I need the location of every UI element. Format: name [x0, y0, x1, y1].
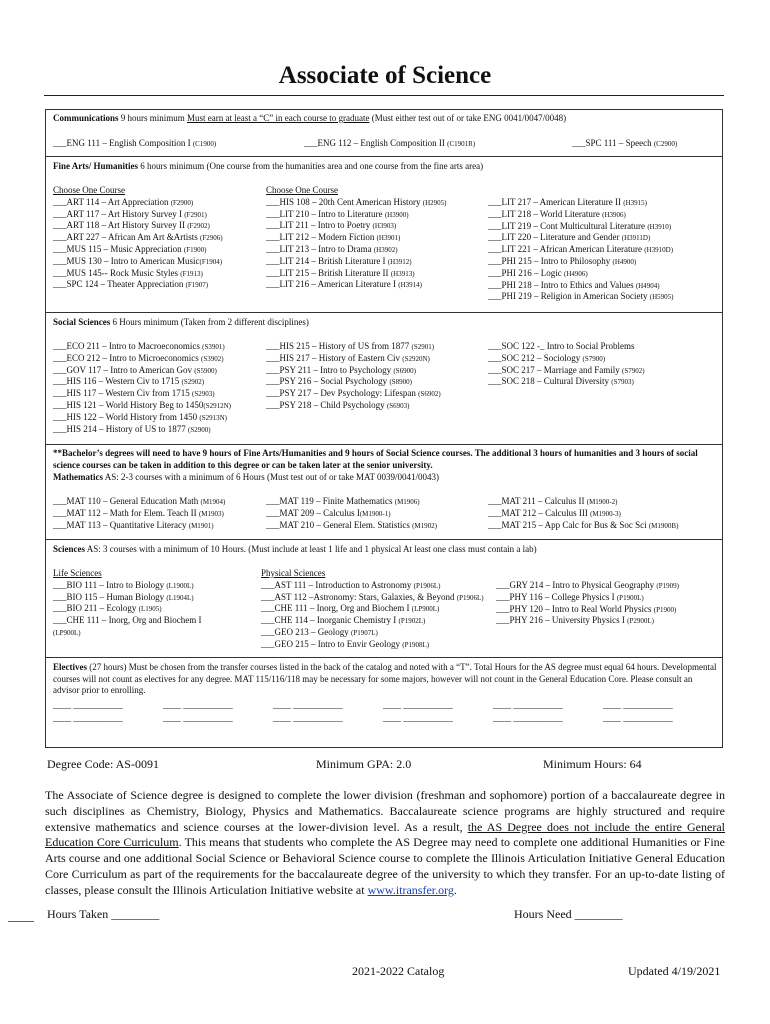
course-geo215[interactable]: ___GEO 215 – Intro to Envir Geology (P1908L): [261, 638, 430, 649]
course-his217[interactable]: ___HIS 217 – History of Eastern Civ (S2920N): [266, 352, 430, 363]
social-col2: [266, 341, 441, 412]
course-his122[interactable]: ___HIS 122 – World History from 1450 (S2913N): [53, 411, 227, 422]
course-soc217[interactable]: ___SOC 217 – Marriage and Family (S7902): [488, 364, 645, 375]
course-lit213[interactable]: ___LIT 213 – Intro to Drama (H3902): [266, 243, 398, 254]
course-mat112[interactable]: ___MAT 112 – Math for Elem. Teach II (M1903): [53, 507, 224, 518]
course-art114[interactable]: ___ART 114 – Art Appreciation (F2900): [53, 196, 194, 207]
life-sciences-col: [53, 568, 201, 639]
section-divider: [46, 312, 722, 313]
course-che111-phys[interactable]: ___CHE 111 – Inorg, Org and Biochem I (LP900L): [261, 603, 440, 614]
section-divider: [46, 444, 722, 445]
course-psy218[interactable]: ___PSY 218 – Child Psychology (S6903): [266, 399, 410, 410]
course-phy120[interactable]: ___PHY 120 – Intro to Real World Physics (P1900): [496, 603, 677, 614]
course-mat211[interactable]: ___MAT 211 – Calculus II (M1900-2): [488, 496, 618, 506]
course-his215[interactable]: ___HIS 215 – History of US from 1877 (S2901): [266, 341, 435, 351]
course-gry214[interactable]: ___GRY 214 – Intro to Physical Geography (P1909): [496, 580, 679, 590]
course-lit221[interactable]: ___LIT 221 – African American Literature (H3910D): [488, 244, 674, 255]
course-phi215[interactable]: ___PHI 215 – Intro to Philosophy (H4900): [488, 255, 637, 266]
course-eco212[interactable]: ___ECO 212 – Intro to Microeconomics (S3902): [53, 352, 224, 363]
elective-blank[interactable]: ____ ___________: [163, 700, 233, 710]
course-mus115[interactable]: ___MUS 115 – Music Appreciation (F1900): [53, 243, 207, 254]
course-eco211[interactable]: ___ECO 211 – Intro to Macroeconomics (S3901): [53, 341, 225, 351]
degree-code: Degree Code: AS-0091: [47, 757, 159, 771]
course-lit216[interactable]: ___LIT 216 – American Literature I (H3914): [266, 279, 423, 290]
elective-blank[interactable]: ____ ___________: [383, 700, 453, 710]
finearts-header: Fine Arts/ Humanities 6 hours minimum (One course from the humanities area and one course from the fine arts area): [53, 161, 484, 171]
course-his108[interactable]: ___HIS 108 – 20th Cent American History (H2905): [266, 196, 447, 207]
course-mat110[interactable]: ___MAT 110 – General Education Math (M1904): [53, 496, 226, 506]
course-che114[interactable]: ___CHE 114 – Inorganic Chemistry I (P1902L): [261, 615, 426, 626]
elective-blank[interactable]: ____ ___________: [493, 700, 563, 710]
minimum-hours: Minimum Hours: 64: [543, 757, 642, 771]
course-his116[interactable]: ___HIS 116 – Western Civ to 1715 (S2902): [53, 376, 205, 387]
course-phy116[interactable]: ___PHY 116 – College Physics I (P1900L): [496, 591, 644, 602]
elective-blank[interactable]: ____ ___________: [53, 700, 123, 710]
elective-blank[interactable]: ____ ___________: [273, 700, 343, 710]
section-divider: [46, 657, 722, 658]
course-lit220[interactable]: ___LIT 220 – Literature and Gender (H3911D): [488, 232, 651, 243]
updated-date: Updated 4/19/2021: [628, 964, 721, 978]
finearts-col2: [266, 185, 446, 291]
elective-blank[interactable]: ____ ___________: [603, 713, 673, 723]
elective-blank[interactable]: ____ ___________: [273, 713, 343, 723]
course-mat215[interactable]: ___MAT 215 – App Calc for Bus & Soc Sci (M1900B): [488, 519, 679, 530]
physical-sciences-col2: [496, 580, 679, 627]
course-lit217[interactable]: ___LIT 217 – American Literature II (H3915): [488, 197, 648, 207]
margin-mark: [8, 921, 34, 922]
finearts-col2-head: Choose One Course: [266, 185, 338, 195]
itransfer-link[interactable]: www.itransfer.org: [367, 882, 454, 897]
section-divider: [46, 156, 722, 157]
elective-blank[interactable]: ____ ___________: [383, 713, 453, 723]
course-ast112[interactable]: ___AST 112 –Astronomy: Stars, Galaxies, & Beyond (P1906L): [261, 591, 484, 602]
course-lit212[interactable]: ___LIT 212 – Modern Fiction (H3901): [266, 232, 401, 243]
communications-header: Communications 9 hours minimum Must earn at least a “C” in each course to graduate (Must either test out of or take ENG 0041/0047/0048): [53, 113, 567, 123]
course-psy217[interactable]: ___PSY 217 – Dev Psychology: Lifespan (S6902): [266, 388, 441, 399]
course-lit215[interactable]: ___LIT 215 – British Literature II (H3913): [266, 267, 415, 278]
elective-blank[interactable]: ____ ___________: [163, 713, 233, 723]
math-col3: [488, 496, 678, 531]
description-paragraph: The Associate of Science degree is designed to complete the lower division (freshman and sophomore) portion of a baccalaureate degree in such disciplines as Chemistry, Biology, Physics and Mathematics. Baccalaureate science programs are highly structured and require extensive mathematics and science courses at the lower-division level. As a result, the AS Degree does not include the entire General Education Core Curriculum. This means that students who complete the AS Degree may need to complete one additional Humanities or Fine Arts course and one additional Social Science or Behavioral Science course to complete the Illinois Articulation Initiative General Education Core Curriculum as part of the requirements for the baccalaureate degree of the university to which they transfer. For an up-to-date listing of classes, please consult the Illinois Articulation Initiative website at www.itransfer.org.: [45, 788, 725, 897]
electives-text: Electives (27 hours) Must be chosen from the transfer courses listed in the back of the catalog and noted with a “T”. Total Hours for the AS degree must equal 64 hours. Developmental courses will not count as electives for any degree. MAT 115/116/118 may be necessary for some majors, however will not count in the General Education Core. Please consult an advisor prior to enrolling.: [53, 662, 717, 695]
course-lit210[interactable]: ___LIT 210 – Intro to Literature (H3900): [266, 208, 409, 219]
course-phi216[interactable]: ___PHI 216 – Logic (H4906): [488, 267, 588, 278]
hours-need[interactable]: Hours Need ________: [514, 907, 623, 921]
course-mat113[interactable]: ___MAT 113 – Quantitative Literacy (M1901): [53, 519, 214, 530]
course-phy216[interactable]: ___PHY 216 – University Physics I (P2900L): [496, 615, 655, 626]
social-col1: [53, 341, 231, 435]
finearts-col1-head: Choose One Course: [53, 185, 125, 195]
course-art117[interactable]: ___ART 117 – Art History Survey I (F2901): [53, 208, 207, 219]
course-spc124[interactable]: ___SPC 124 – Theater Appreciation (F1907): [53, 279, 209, 290]
course-lit219[interactable]: ___LIT 219 – Cont Multicultural Literature (H3910): [488, 220, 672, 231]
page-title: Associate of Science: [278, 62, 492, 89]
course-psy211[interactable]: ___PSY 211 – Intro to Psychology (S6900): [266, 364, 416, 375]
title-rule: [44, 95, 724, 96]
section-divider: [46, 539, 722, 540]
course-soc122[interactable]: ___SOC 122 -_ Intro to Social Problems: [488, 341, 635, 351]
course-bio111[interactable]: ___BIO 111 – Intro to Biology (L1900L): [53, 579, 194, 590]
math-header: Mathematics AS: 2-3 courses with a minimum of 6 Hours (Must test out of or take MAT 0039/0041/0043): [53, 472, 440, 482]
physical-sciences-head: Physical Sciences: [261, 568, 326, 578]
course-spc111[interactable]: ___SPC 111 – Speech (C2900): [572, 138, 678, 148]
course-art227[interactable]: ___ART 227 – African Am Art &Artists (F2906): [53, 232, 223, 243]
life-sciences-head: Life Sciences: [53, 568, 102, 578]
course-mus145[interactable]: ___MUS 145-- Rock Music Styles (F1913): [53, 267, 203, 278]
course-his214[interactable]: ___HIS 214 – History of US to 1877 (S2900): [53, 423, 211, 434]
math-col1: [53, 496, 225, 531]
elective-blank[interactable]: ____ ___________: [603, 700, 673, 710]
course-bio211[interactable]: ___BIO 211 – Ecology (L1905): [53, 603, 162, 614]
bachelor-note: **Bachelor’s degrees will need to have 9 hours of Fine Arts/Humanities and 9 hours of Social Science courses. The additional 3 hours of humanities and 3 hours of social science courses can be taken in addition to this degree or can be taken later at the senior university.: [53, 448, 698, 470]
math-col2: [266, 496, 437, 531]
sciences-header: Sciences AS: 3 courses with a minimum of 10 Hours. (Must include at least 1 life and 1 physical At least one class must contain a lab): [53, 544, 537, 554]
course-art118[interactable]: ___ART 118 – Art History Survey II (F2902): [53, 220, 210, 231]
finearts-col1: [53, 185, 223, 291]
course-geo213[interactable]: ___GEO 213 – Geology (P1907L): [261, 626, 378, 637]
course-mat212[interactable]: ___MAT 212 – Calculus III (M1900-3): [488, 507, 621, 518]
course-ast111[interactable]: ___AST 111 – Introduction to Astronomy (P1906L): [261, 579, 441, 590]
course-his121[interactable]: ___HIS 121 – World History Beg to 1450(S2912N): [53, 399, 231, 410]
course-bio115[interactable]: ___BIO 115 – Human Biology (L1904L): [53, 591, 194, 602]
course-lit211[interactable]: ___LIT 211 – Intro to Poetry (H3903): [266, 220, 397, 231]
course-lit214[interactable]: ___LIT 214 – British Literature I (H3912): [266, 255, 412, 266]
physical-sciences-col: [261, 568, 484, 651]
minimum-gpa: Minimum GPA: 2.0: [316, 757, 412, 771]
requirements-form: [45, 109, 723, 748]
course-gov117[interactable]: ___GOV 117 – Intro to American Gov (S5900): [53, 364, 217, 375]
course-psy216[interactable]: ___PSY 216 – Social Psychology (S8900): [266, 376, 412, 387]
course-mat119[interactable]: ___MAT 119 – Finite Mathematics (M1906): [266, 496, 420, 506]
course-phi218[interactable]: ___PHI 218 – Intro to Ethics and Values (H4904): [488, 279, 660, 290]
course-eng111[interactable]: ___ENG 111 – English Composition I (C1900): [53, 138, 217, 148]
course-soc212[interactable]: ___SOC 212 – Sociology (S7900): [488, 352, 606, 363]
course-lit218[interactable]: ___LIT 218 – World Literature (H3906): [488, 208, 626, 219]
course-eng112[interactable]: ___ENG 112 – English Composition II (C1901R): [304, 138, 476, 148]
social-col3: [488, 341, 645, 388]
course-mus130[interactable]: ___MUS 130 – Intro to American Music(F1904): [53, 255, 223, 266]
course-phi219[interactable]: ___PHI 219 – Religion in American Society (H5905): [488, 291, 674, 302]
catalog-year: 2021-2022 Catalog: [352, 964, 445, 978]
course-mat209[interactable]: ___MAT 209 – Calculus I(M1900-1): [266, 507, 391, 518]
social-header: Social Sciences 6 Hours minimum (Taken from 2 different disciplines): [53, 317, 309, 327]
finearts-col3: [488, 197, 673, 303]
course-che111-life-code: (LP900L): [53, 628, 81, 637]
course-che111-life[interactable]: ___CHE 111 – Inorg, Org and Biochem I: [53, 615, 202, 626]
elective-blank[interactable]: ____ ___________: [53, 713, 123, 723]
course-soc218[interactable]: ___SOC 218 – Cultural Diversity (S7903): [488, 376, 634, 387]
hours-taken[interactable]: Hours Taken ________: [47, 907, 160, 921]
course-mat210[interactable]: ___MAT 210 – General Elem. Statistics (M1902): [266, 519, 437, 530]
course-his117[interactable]: ___HIS 117 – Western Civ from 1715 (S2903): [53, 388, 215, 399]
elective-blank[interactable]: ____ ___________: [493, 713, 563, 723]
